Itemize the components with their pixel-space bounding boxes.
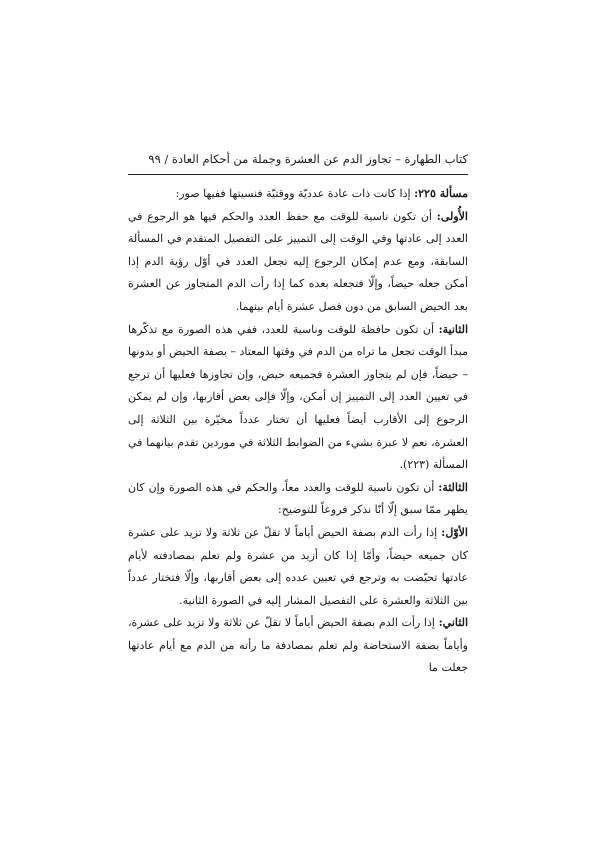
paragraph-lead: الثانية: (438, 322, 468, 336)
running-head: كتاب الطهارة – تجاوز الدم عن العشرة وجملة من أحكام العادة / ٩٩ (148, 152, 468, 166)
paragraph-lead: الأوّل: (441, 525, 468, 539)
paragraph-lead: مسألة ٢٢٥: (414, 187, 468, 200)
paragraph-third-case (128, 477, 468, 522)
paragraph-branch-one (128, 522, 468, 612)
paragraph-text: أن تكون ناسية للوقت والعدد معاً، والحكم في هذه الصورة وإن كان يظهر ممّا سبق إلّا أنّا نذكر فروعاً للتوضيح: (128, 480, 468, 517)
paragraph-text: إذا رأت الدم بصفة الحيض أياماً لا تقلّ عن ثلاثة ولا تزيد على عشرة، وأياماً بصفة الاستحاضة ولم تعلم بمصادفة ما رأته من الدم مع أيام عادتها جعلت ما (128, 616, 468, 675)
paragraph-branch-two (128, 612, 468, 680)
paragraph-issue-225 (128, 183, 468, 206)
paragraph-text: أن تكون ناسية للوقت مع حفظ العدد والحكم فيها هو الرجوع في العدد إلى عادتها وفي الوقت إلى التمييز على التفصيل المتقدم في المسألة السابقة، ومع عدم إمكان الرجوع إليه تجعل العدد في أوّل رؤية الدم إذا أمكن جعله حيضاً، وإلّا فتجعله بعده كما إذا رأت الدم المتجاوز عن العشرة بعد الحيض السابق من دون فصل عشرة أيام بينهما. (128, 209, 468, 313)
header-divider (128, 174, 468, 175)
paragraph-lead: الأُولى: (436, 209, 468, 223)
paragraph-text: أن تكون حافظة للوقت وناسية للعدد، ففي هذه الصورة مع تذكّرها مبدأ الوقت تجعل ما تراه من الدم في وقتها المعتاد – بصفة الحيض أو بدونها – حيضاً، فإن لم يتجاوز العشرة فجميعه حيض، وإن تجاوزها فعليها أن ترجع في تعيين العدد إلى التمييز إن أمكن، وإلّا فإلى بعض أقاربها، وإن لم يمكن الرجوع إلى الأقارب أيضاً فعليها أن تختار عدداً مخيّرة بين الثلاثة إلى العشرة، نعم لا عبرة بشيء من الضوابط الثلاثة في موردين تقدم بيانهما في المسألة (٢٢٣). (128, 322, 468, 472)
paragraph-text: إذا رأت الدم بصفة الحيض أياماً لا تقلّ عن ثلاثة ولا تزيد على عشرة كان جميعه حيضاً، وأمّا إذا كان أزيد من عشرة ولم تعلم بمصادفته لأيام عادتها تحيّضت به وترجع في تعيين عدده إلى بعض أقاربها، وإلّا فتختار عدداً بين الثلاثة والعشرة على التفصيل المشار إليه في الصورة الثانية. (128, 525, 468, 607)
paragraph-lead: الثالثة: (438, 480, 468, 494)
paragraph-second-case (128, 319, 468, 477)
paragraph-lead: الثاني: (438, 616, 468, 630)
body-text (128, 183, 468, 680)
paragraph-first-case (128, 206, 468, 319)
paragraph-text: إذا كانت ذات عادة عدديّة ووقتيّة فنسيتها ففيها صور: (175, 187, 415, 200)
